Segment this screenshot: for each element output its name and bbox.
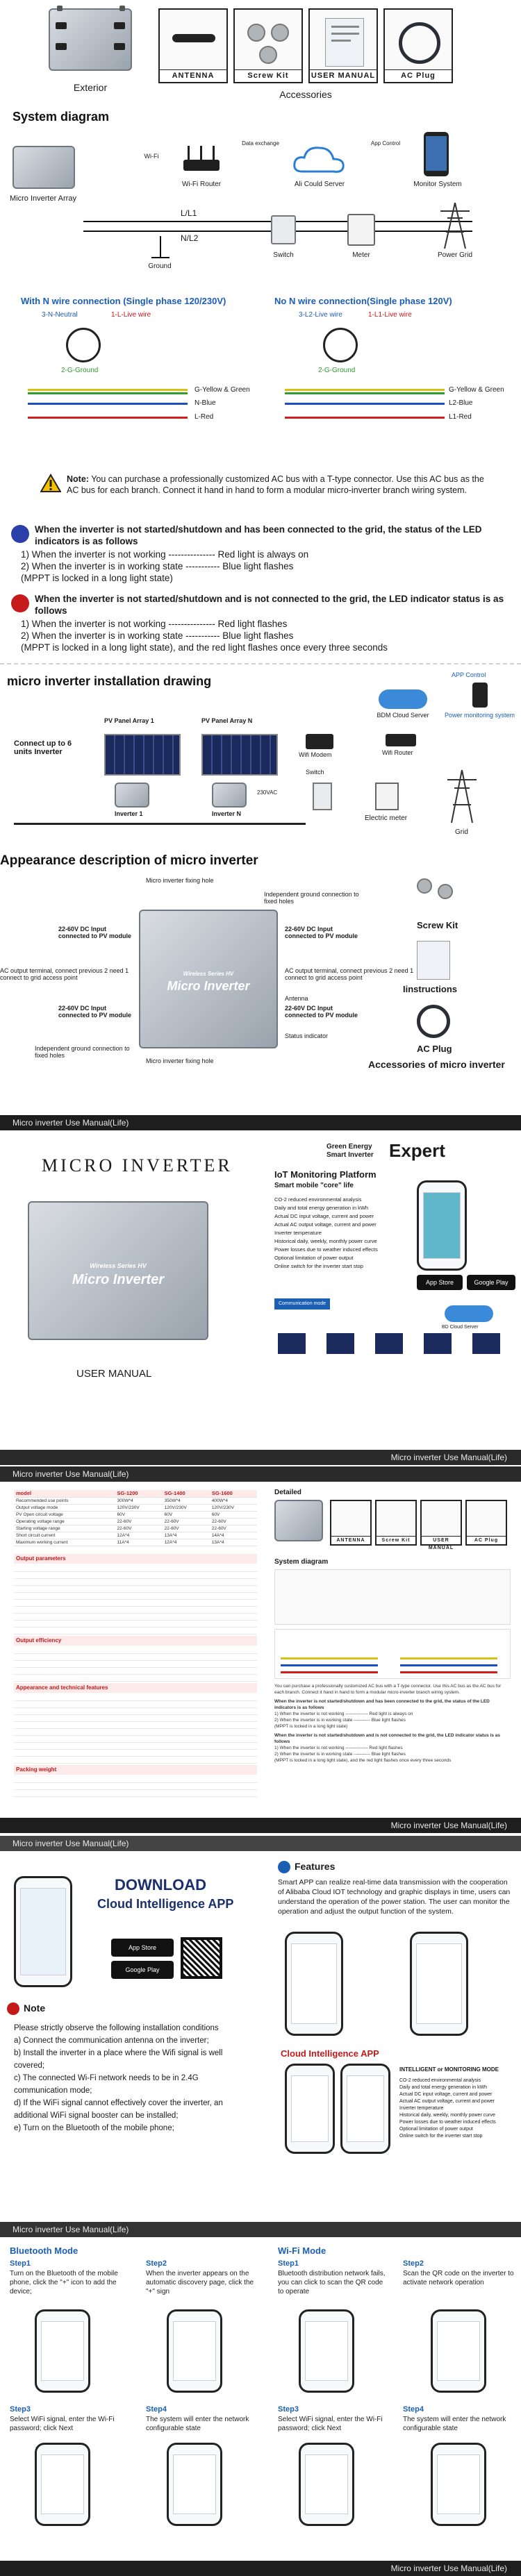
features-icon bbox=[278, 1861, 290, 1873]
cloud-server-label: BD Cloud Server bbox=[442, 1325, 479, 1330]
expert-label: Expert bbox=[389, 1140, 445, 1161]
wf-step4-text: The system will enter the network configurable state bbox=[403, 2416, 506, 2432]
wifi-router-icon bbox=[386, 734, 416, 746]
ac-line-label: 230VAC bbox=[257, 789, 278, 796]
bt-step4-phone bbox=[167, 2443, 222, 2526]
monitor-label: Monitor System bbox=[413, 181, 462, 188]
detailed-label: Detailed bbox=[274, 1489, 301, 1496]
spec-led2-line1: 1) When the inverter is not working --------------- Red light flashes bbox=[274, 1746, 403, 1750]
right-wire-l2: L2-Blue bbox=[449, 399, 473, 407]
manual-band: Micro inverter Use Manual(Life) bbox=[0, 2222, 521, 2237]
accessory-antenna bbox=[158, 8, 228, 83]
led1-line2: 2) When the inverter is in working state ----------- Blue light flashes bbox=[21, 561, 294, 571]
spec-section bbox=[0, 1486, 521, 1805]
cloud-server-icon bbox=[445, 1305, 493, 1322]
wifi-modem-label: Wifi Modem bbox=[299, 751, 332, 758]
left-g-label: 2-G-Ground bbox=[61, 367, 99, 374]
spec-cell: 350W*4 bbox=[163, 1497, 210, 1504]
right-l2-label: 3-L2-Live wire bbox=[299, 311, 342, 319]
cover-brand-small: Wireless Series HV bbox=[90, 1262, 147, 1269]
n-wire-title: With N wire connection (Single phase 120/230V) bbox=[21, 296, 226, 306]
antenna-label: Antenna bbox=[285, 995, 308, 1002]
features-title: Features bbox=[295, 1861, 336, 1872]
feature-item: Historical daily, weekly, monthly power curve bbox=[274, 1238, 377, 1244]
grid-tower-icon bbox=[445, 769, 479, 824]
feature-item: CO-2 reduced environmental analysis bbox=[274, 1196, 362, 1203]
red-wifi-icon bbox=[11, 594, 29, 612]
cover-feature-list bbox=[274, 1196, 406, 1271]
feature-item: Inverter temperature bbox=[274, 1230, 322, 1236]
spec-cell: 120V/230V bbox=[163, 1504, 210, 1511]
right-g-label: 2-G-Ground bbox=[318, 367, 356, 374]
spec-acc-plug bbox=[465, 1500, 507, 1546]
install-title: micro inverter installation drawing bbox=[7, 674, 212, 688]
feature-item: Online switch for the inverter start stop bbox=[274, 1263, 363, 1269]
bt-step3-title: Step3 bbox=[10, 2405, 31, 2414]
install-section bbox=[0, 663, 521, 844]
accessories-label: Accessories bbox=[279, 89, 332, 100]
screw-icon bbox=[247, 24, 265, 42]
ac-plug-icon bbox=[417, 1005, 450, 1038]
feature-item: Daily and total energy generation in kWh bbox=[274, 1205, 369, 1211]
phone-icon bbox=[424, 132, 449, 176]
manual-icon bbox=[417, 941, 450, 980]
switch-icon bbox=[313, 783, 332, 810]
spec-cell: Recommended use points bbox=[14, 1497, 115, 1504]
right-wire-g: G-Yellow & Green bbox=[449, 386, 504, 394]
spec-cell: 12A*4 bbox=[163, 1539, 210, 1546]
connector-face-icon bbox=[66, 328, 101, 362]
app-section bbox=[0, 1855, 521, 2216]
app-screen-phone bbox=[285, 1932, 343, 2036]
spec-cell: Operating voltage range bbox=[14, 1518, 115, 1525]
ac-left-label: AC output terminal, connect previous 2 need 1 connect to grid access point bbox=[0, 967, 129, 981]
install-meter-label: Electric meter bbox=[365, 814, 408, 822]
spec-cell: 14A*4 bbox=[210, 1532, 257, 1539]
bt-step1-phone bbox=[35, 2309, 90, 2393]
spec-acc-label: ANTENNA bbox=[331, 1536, 370, 1544]
smart-life-label: Smart mobile "core" life bbox=[274, 1182, 354, 1189]
note-text: You can purchase a professionally customized AC bus with a T-type connector. Use this AC bus as the AC bus for each branch. Connect it hand in hand to form a modular micro-inverter branch wiring system. bbox=[67, 474, 484, 495]
model-label: Micro Inverter bbox=[167, 979, 250, 993]
wf-step3-phone bbox=[299, 2443, 354, 2526]
cover-model: Micro Inverter bbox=[72, 1272, 165, 1287]
spec-cell: 60V bbox=[115, 1511, 163, 1518]
wf-step4-phone bbox=[431, 2443, 486, 2526]
ground-bottom-label: Independent ground connection to fixed holes bbox=[35, 1045, 130, 1059]
manual-cover-section bbox=[0, 1139, 521, 1444]
note-section bbox=[0, 472, 521, 514]
ground-label: Ground bbox=[148, 262, 172, 270]
download-google-play[interactable]: Google Play bbox=[111, 1961, 174, 1979]
bdm-cloud-label: BDM Cloud Server bbox=[377, 712, 429, 719]
note-item: a) Connect the communication antenna on the inverter; bbox=[14, 2036, 209, 2045]
spec-cell: 300W*4 bbox=[115, 1497, 163, 1504]
spec-led1-line2: 2) When the inverter is in working state ----------- Blue light flashes bbox=[274, 1718, 406, 1723]
note-item: e) Turn on the Bluetooth of the mobile phone; bbox=[14, 2124, 174, 2132]
intelligent-feature-list bbox=[399, 2077, 514, 2140]
bt-step4-text: The system will enter the network configurable state bbox=[146, 2416, 249, 2432]
features-head: Appearance and technical features bbox=[14, 1683, 257, 1693]
right-wire-l1: L1-Red bbox=[449, 413, 472, 421]
spec-led-notes bbox=[274, 1683, 511, 1794]
left-n-label: 3-N-Neutral bbox=[42, 311, 78, 319]
spec-table bbox=[14, 1490, 257, 1546]
app-control-label: App Control bbox=[370, 140, 401, 147]
spec-led2-line2: 2) When the inverter is in working state ----------- Blue light flashes bbox=[274, 1752, 406, 1757]
inverterN-label: Inverter N bbox=[212, 810, 242, 817]
download-title: DOWNLOAD bbox=[115, 1876, 206, 1893]
wf-step3-text: Select WiFi signal, enter the Wi-Fi password; click Next bbox=[278, 2416, 383, 2432]
inverter-array-icon bbox=[13, 146, 75, 189]
accessory-screw-kit bbox=[233, 8, 303, 83]
spec-cell: 60V bbox=[163, 1511, 210, 1518]
efficiency-rows bbox=[14, 1647, 257, 1682]
qr-code-image[interactable] bbox=[181, 1937, 222, 1979]
output-params-head: Output parameters bbox=[14, 1554, 257, 1564]
connect-label: Connect up to 6 units Inverter bbox=[14, 739, 72, 756]
app-screen-phone bbox=[340, 2064, 390, 2154]
app-screen-phone bbox=[410, 1932, 468, 2036]
dc-input-label-2: 22-60V DC Input connected to PV module bbox=[285, 926, 358, 939]
spec-cell: 60V bbox=[210, 1511, 257, 1518]
wifi-router-label: Wi-Fi Router bbox=[181, 181, 222, 188]
power-monitor-label: Power monitoring system bbox=[445, 712, 515, 719]
spec-note-text: You can purchase a professionally customized AC bus with a T-type connector. Use this AC bus as the AC bus for each branch. Connect it hand in hand to form a modular micro-inverter branch wiring system. bbox=[274, 1684, 502, 1695]
comm-mode-label: Communication mode bbox=[274, 1298, 330, 1310]
note-item: d) If the WiFi signal cannot effectively cover the inverter, an additional WiFi signal booster can be installed; bbox=[14, 2099, 223, 2120]
spec-cell: Output voltage mode bbox=[14, 1504, 115, 1511]
led2-line1: 1) When the inverter is not working --------------- Red light flashes bbox=[21, 619, 288, 629]
accessory-user-manual-label: USER MANUAL bbox=[310, 69, 377, 82]
dc-input-label-1: 22-60V DC Input connected to PV module bbox=[58, 926, 132, 939]
fixing-hole-top-label: Micro inverter fixing hole bbox=[146, 877, 214, 884]
bt-step2-phone bbox=[167, 2309, 222, 2393]
spec-wire-diagram bbox=[274, 1629, 511, 1679]
led1-title: When the inverter is not started/shutdown and has been connected to the grid, the status of the LED indicators is as follows bbox=[35, 524, 482, 546]
app-note-title: Note bbox=[24, 2002, 46, 2014]
accessory-ac-plug-label: AC Plug bbox=[385, 69, 452, 82]
spec-cell: 13A*4 bbox=[163, 1532, 210, 1539]
app-note-body bbox=[14, 2022, 250, 2134]
spec-cell: 12A*4 bbox=[115, 1532, 163, 1539]
bt-step1-text: Turn on the Bluetooth of the mobile phone, click the "+" icon to add the device; bbox=[10, 2270, 118, 2295]
spec-cell: PV Open circuit voltage bbox=[14, 1511, 115, 1518]
install-grid-label: Grid bbox=[455, 828, 468, 836]
wf-step1-phone bbox=[299, 2309, 354, 2393]
feature-item: Actual AC output voltage, current and power bbox=[274, 1221, 377, 1228]
app-phone-image bbox=[417, 1180, 467, 1271]
wf-step1-text: Bluetooth distribution network fails, you can click to scan the QR code to operate bbox=[278, 2270, 386, 2295]
spec-cell: Starting voltage range bbox=[14, 1525, 115, 1532]
spec-cell: 22-60V bbox=[163, 1518, 210, 1525]
spec-head-cell: SG-1600 bbox=[210, 1490, 257, 1497]
accessory-user-manual bbox=[308, 8, 378, 83]
intelligent-feature: Optional limitation of power output bbox=[399, 2127, 473, 2132]
note-label: Note: bbox=[67, 474, 89, 484]
bluetooth-mode-title: Bluetooth Mode bbox=[10, 2245, 78, 2256]
cable-coil-icon bbox=[399, 22, 440, 64]
screw-kit-image bbox=[417, 878, 458, 910]
features-text: Smart APP can realize real-time data transmission with the cooperation of Alibaba Cloud IOT technology and graphic displays in time, users can understand the operation of the power station. The user can monitor the operation and adjust the output function of the system. bbox=[278, 1878, 511, 1916]
antenna-icon bbox=[172, 34, 215, 42]
output-params-rows bbox=[14, 1565, 257, 1634]
cover-inverter-image bbox=[28, 1201, 208, 1340]
accessory-antenna-label: ANTENNA bbox=[160, 69, 226, 82]
left-wire-g: G-Yellow & Green bbox=[195, 386, 250, 394]
switch-icon bbox=[271, 215, 296, 244]
spec-cell: 13A*4 bbox=[210, 1539, 257, 1546]
spec-cell: 120V/230V bbox=[210, 1504, 257, 1511]
feature-item: Power losses due to weather induced effects bbox=[274, 1246, 378, 1253]
blue-wifi-icon bbox=[11, 525, 29, 543]
wf-step2-title: Step2 bbox=[403, 2259, 424, 2268]
left-wire-l: L-Red bbox=[195, 413, 214, 421]
spec-acc-label: Screw Kit bbox=[377, 1536, 415, 1544]
spec-acc-label: USER MANUAL bbox=[422, 1536, 461, 1544]
bt-step2-title: Step2 bbox=[146, 2259, 167, 2268]
intelligent-mode-label: INTELLIGENT or MONITORING MODE bbox=[399, 2066, 499, 2073]
spec-cell: Short circuit current bbox=[14, 1532, 115, 1539]
spec-led2-line3: (MPPT is locked in a long light state), and the red light flashes once every three seconds bbox=[274, 1758, 452, 1763]
spec-cell: 22-60V bbox=[115, 1525, 163, 1532]
dc-input-label-3: 22-60V DC Input connected to PV module bbox=[58, 1005, 132, 1019]
intelligent-feature: Inverter temperature bbox=[399, 2106, 444, 2111]
accessories-title: Accessories of micro inverter bbox=[368, 1059, 505, 1070]
array1-label: PV Panel Array 1 bbox=[104, 717, 154, 724]
meter-icon bbox=[347, 214, 375, 246]
spec-cell: Maximum working current bbox=[14, 1539, 115, 1546]
wifi-label: Wi-Fi bbox=[144, 153, 159, 160]
google-play-badge[interactable]: Google Play bbox=[467, 1275, 515, 1290]
grid-label: Power Grid bbox=[437, 251, 472, 259]
led1-line1: 1) When the inverter is not working --------------- Red light is always on bbox=[21, 549, 309, 560]
spec-system-diagram-label: System diagram bbox=[274, 1558, 329, 1566]
intelligent-feature: Daily and total energy generation in kWh bbox=[399, 2085, 488, 2090]
spec-led2-title: When the inverter is not started/shutdown and is not connected to the grid, the LED indicator status is as follows bbox=[274, 1733, 501, 1744]
cloud-app-title-2: Cloud Intelligence APP bbox=[281, 2048, 379, 2059]
dc-input-label-4: 22-60V DC Input connected to PV module bbox=[285, 1005, 358, 1019]
wifi-modem-icon bbox=[306, 734, 333, 749]
green-energy: Green Energy bbox=[326, 1143, 372, 1151]
right-l1-label: 1-L1-Live wire bbox=[368, 311, 412, 319]
intelligent-feature: Actual AC output voltage, current and power bbox=[399, 2099, 495, 2104]
efficiency-head: Output efficiency bbox=[14, 1636, 257, 1646]
wf-step1-title: Step1 bbox=[278, 2259, 299, 2268]
spec-led1-line3: (MPPT is locked in a long light state) bbox=[274, 1724, 348, 1729]
ac-plug-label: AC Plug bbox=[417, 1044, 452, 1054]
data-exchange-label: Data exchange bbox=[242, 140, 279, 147]
spec-cell: 400W*4 bbox=[210, 1497, 257, 1504]
phone-icon bbox=[472, 683, 488, 708]
intelligent-feature: Power losses due to weather induced effects bbox=[399, 2120, 496, 2125]
intelligent-feature: Historical daily, weekly, monthly power curve bbox=[399, 2113, 495, 2118]
cloud-icon bbox=[292, 142, 347, 177]
spec-cell: 22-60V bbox=[163, 1525, 210, 1532]
spec-inverter-image bbox=[274, 1500, 323, 1541]
inverter1-label: Inverter 1 bbox=[115, 810, 143, 817]
led1-line3: (MPPT is locked in a long light state) bbox=[21, 573, 173, 583]
wf-step3-title: Step3 bbox=[278, 2405, 299, 2414]
switch-label: Switch bbox=[273, 251, 294, 259]
cover-brand: MICRO INVERTER bbox=[42, 1155, 233, 1176]
spec-cell: 11A*4 bbox=[115, 1539, 163, 1546]
intelligent-feature: CO-2 reduced environmental analysis bbox=[399, 2078, 481, 2083]
features-rows bbox=[14, 1694, 257, 1764]
iot-platform-label: IoT Monitoring Platform bbox=[274, 1169, 377, 1180]
array-label: Micro Inverter Array bbox=[10, 194, 76, 203]
wf-step2-phone bbox=[431, 2309, 486, 2393]
appearance-inverter-image bbox=[139, 910, 278, 1048]
ground-icon bbox=[151, 257, 169, 258]
manual-band: Micro inverter Use Manual(Life) bbox=[0, 1836, 521, 1851]
left-wire-n: N-Blue bbox=[195, 399, 216, 407]
cloud-label: Ali Could Server bbox=[294, 181, 345, 188]
spec-led1-title: When the inverter is not started/shutdown and has been connected to the grid, the status of the LED indicators is as follows bbox=[274, 1699, 490, 1710]
bt-step3-phone bbox=[35, 2443, 90, 2526]
note-item: b) Install the inverter in a place where the Wifi signal is well covered; bbox=[14, 2049, 223, 2070]
wifi-router-label: Wifi Router bbox=[382, 749, 413, 756]
manual-band: Micro inverter Use Manual(Life) bbox=[0, 1450, 521, 1465]
pv-panel-icon bbox=[201, 734, 278, 776]
manual-band: Micro inverter Use Manual(Life) bbox=[0, 1115, 521, 1130]
instructions-label: Iinstructions bbox=[403, 984, 458, 994]
cloud-app-title: Cloud Intelligence APP bbox=[97, 1897, 234, 1911]
top-section bbox=[0, 0, 521, 104]
wifi-router-icon bbox=[181, 146, 222, 174]
appearance-section bbox=[0, 851, 521, 1107]
led2-title: When the inverter is not started/shutdown and is not connected to the grid, the LED indicator status is as follows bbox=[35, 594, 504, 616]
user-manual-label: USER MANUAL bbox=[76, 1368, 152, 1380]
cloud-server-icon bbox=[379, 689, 427, 709]
screw-kit-label: Screw Kit bbox=[417, 920, 458, 930]
system-diagram-section bbox=[0, 104, 521, 292]
spec-cell: 22-60V bbox=[210, 1518, 257, 1525]
install-switch-label: Switch bbox=[306, 769, 324, 776]
spec-acc-screw bbox=[375, 1500, 417, 1546]
inverter-icon bbox=[115, 783, 149, 808]
bt-step1-title: Step1 bbox=[10, 2259, 31, 2268]
warning-icon bbox=[40, 474, 61, 493]
app-store-badge[interactable]: App Store bbox=[417, 1275, 463, 1290]
spec-head-cell: SG-1200 bbox=[115, 1490, 163, 1497]
bt-step4-title: Step4 bbox=[146, 2405, 167, 2414]
brand-label: Wireless Series HV bbox=[183, 971, 234, 977]
spec-cell: 22-60V bbox=[115, 1518, 163, 1525]
spec-acc-antenna bbox=[330, 1500, 372, 1546]
fixing-hole-bottom-label: Micro inverter fixing hole bbox=[146, 1057, 214, 1064]
smart-inverter: Smart Inverter bbox=[326, 1151, 374, 1159]
connection-section bbox=[0, 292, 521, 465]
meter-label: Meter bbox=[352, 251, 370, 259]
l1-label: L/L1 bbox=[181, 208, 197, 218]
intelligent-feature: Online switch for the inverter start stop bbox=[399, 2134, 483, 2139]
spec-head-cell: SG-1400 bbox=[163, 1490, 210, 1497]
screw-icon bbox=[259, 46, 277, 64]
l2-label: N/L2 bbox=[181, 233, 199, 243]
accessory-ac-plug bbox=[383, 8, 453, 83]
led2-line2: 2) When the inverter is in working state ----------- Blue light flashes bbox=[21, 630, 294, 641]
arrayN-label: PV Panel Array N bbox=[201, 717, 253, 724]
connector-face-icon bbox=[323, 328, 358, 362]
note-intro: Please strictly observe the following installation conditions bbox=[14, 2024, 219, 2032]
system-diagram-title: System diagram bbox=[13, 110, 110, 124]
ground-top-label: Independent ground connection to fixed holes bbox=[264, 891, 359, 905]
spec-cell: 120V/230V bbox=[115, 1504, 163, 1511]
intelligent-feature: Actual DC input voltage, current and power bbox=[399, 2092, 493, 2097]
app-screen-phone bbox=[285, 2064, 335, 2154]
power-tower-icon bbox=[438, 201, 472, 250]
bt-step2-text: When the inverter appears on the automatic discovery page, click the "+" sign bbox=[146, 2270, 254, 2295]
appearance-title: Appearance description of micro inverter bbox=[0, 853, 258, 868]
led2-line3: (MPPT is locked in a long light state), and the red light flashes once every three seconds bbox=[21, 642, 388, 653]
exterior-label: Exterior bbox=[73, 82, 108, 93]
ac-right-label: AC output terminal, connect previous 2 need 1 connect to grid access point bbox=[285, 967, 414, 981]
bt-section bbox=[0, 2241, 521, 2561]
note-icon bbox=[7, 2002, 19, 2015]
spec-led1-line1: 1) When the inverter is not working --------------- Red light is always on bbox=[274, 1712, 413, 1716]
spec-cell: 22-60V bbox=[210, 1525, 257, 1532]
note-item: c) The connected Wi-Fi network needs to be in 2.4G communication mode; bbox=[14, 2074, 199, 2095]
wf-step4-title: Step4 bbox=[403, 2405, 424, 2414]
accessory-screw-kit-label: Screw Kit bbox=[235, 69, 301, 82]
spec-head-cell: model bbox=[14, 1490, 115, 1497]
spec-acc-label: AC Plug bbox=[467, 1536, 506, 1544]
manual-band: Micro inverter Use Manual(Life) bbox=[0, 1818, 521, 1833]
spec-system-diagram bbox=[274, 1569, 511, 1625]
download-app-store[interactable]: App Store bbox=[111, 1939, 174, 1957]
no-n-wire-title: No N wire connection(Single phase 120V) bbox=[274, 296, 452, 306]
manual-band: Micro inverter Use Manual(Life) bbox=[0, 2561, 521, 2576]
feature-item: Optional limitation of power output bbox=[274, 1255, 354, 1261]
wf-step2-text: Scan the QR code on the inverter to activate network operation bbox=[403, 2270, 514, 2286]
pv-panel-icon bbox=[104, 734, 181, 776]
led-section bbox=[0, 522, 521, 661]
manual-icon bbox=[325, 18, 364, 67]
inverter-icon bbox=[212, 783, 247, 808]
comm-diagram-panels bbox=[278, 1333, 514, 1354]
left-l-label: 1-L-Live wire bbox=[111, 311, 151, 319]
download-phone-image bbox=[14, 1876, 72, 1987]
wifi-mode-title: Wi-Fi Mode bbox=[278, 2245, 326, 2256]
spec-acc-manual bbox=[420, 1500, 462, 1550]
install-app-label: APP Control bbox=[452, 671, 486, 678]
screw-icon bbox=[271, 24, 289, 42]
feature-item: Actual DC input voltage, current and power bbox=[274, 1213, 374, 1219]
manual-band: Micro inverter Use Manual(Life) bbox=[0, 1466, 521, 1482]
status-indicator-label: Status indicator bbox=[285, 1032, 329, 1039]
packing-rows bbox=[14, 1776, 257, 1797]
micro-inverter-image bbox=[49, 8, 132, 71]
packing-head: Packing weight bbox=[14, 1765, 257, 1775]
bt-step3-text: Select WiFi signal, enter the Wi-Fi password; click Next bbox=[10, 2416, 115, 2432]
meter-icon bbox=[375, 783, 399, 810]
